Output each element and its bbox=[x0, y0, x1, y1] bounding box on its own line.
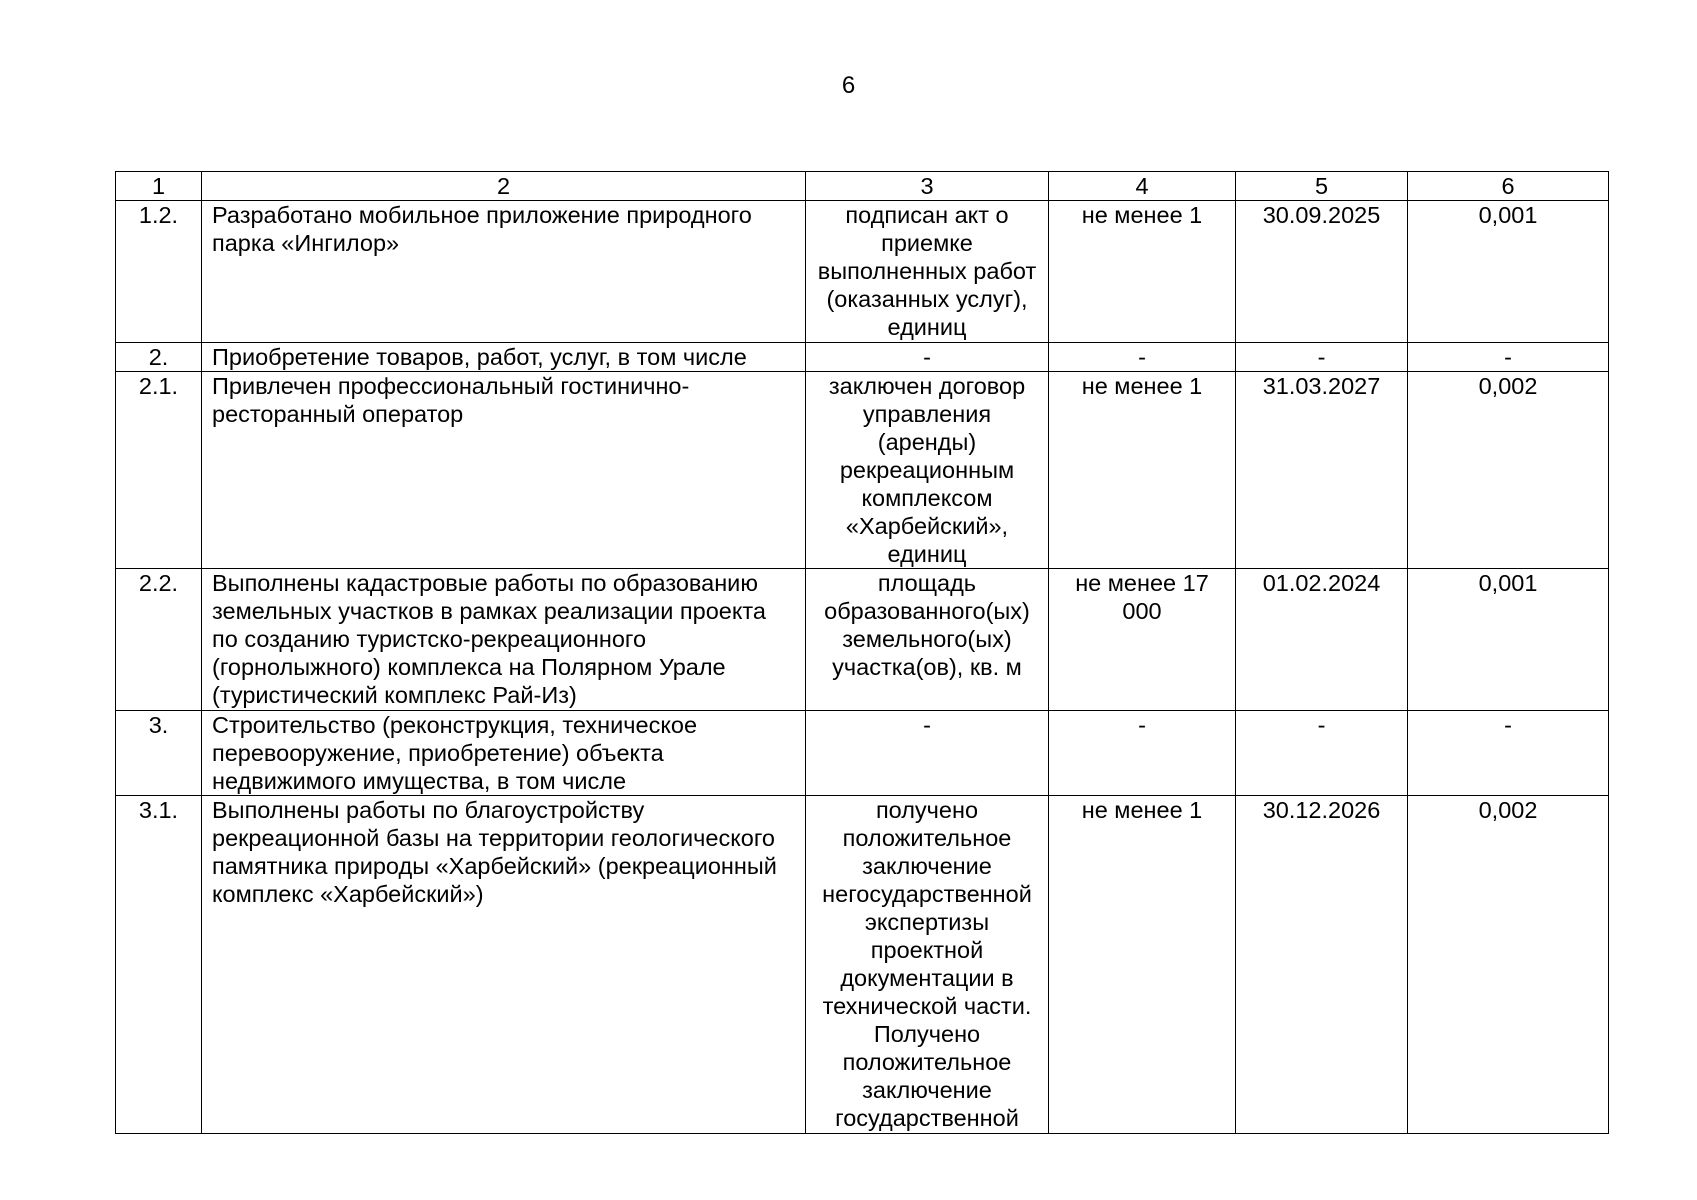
row-name: Выполнены кадастровые работы по образованию земельных участков в рамках реализации проекта по созданию туристско-рекреационного (горнолыжного) комплекса на Полярном Урале (туристический комплекс Рай-Из) bbox=[202, 569, 806, 711]
row-indicator: заключен договор управления (аренды) рекреационным комплексом «Харбейский», единиц bbox=[806, 372, 1049, 569]
row-date: 31.03.2027 bbox=[1236, 372, 1408, 569]
row-value: не менее 17 000 bbox=[1049, 569, 1236, 711]
row-indicator: подписан акт о приемке выполненных работ (оказанных услуг), единиц bbox=[806, 201, 1049, 343]
header-cell: 6 bbox=[1408, 172, 1609, 201]
row-value: не менее 1 bbox=[1049, 796, 1236, 1134]
row-number: 2. bbox=[116, 343, 202, 372]
row-coefficient: 0,001 bbox=[1408, 569, 1609, 711]
table-row bbox=[116, 711, 1609, 796]
row-date: - bbox=[1236, 711, 1408, 796]
table-row bbox=[116, 201, 1609, 343]
row-number: 3.1. bbox=[116, 796, 202, 1134]
row-coefficient: 0,002 bbox=[1408, 372, 1609, 569]
indicators-table bbox=[115, 171, 1609, 1134]
row-number: 1.2. bbox=[116, 201, 202, 343]
header-cell: 3 bbox=[806, 172, 1049, 201]
row-value: не менее 1 bbox=[1049, 372, 1236, 569]
row-value: не менее 1 bbox=[1049, 201, 1236, 343]
table-row bbox=[116, 372, 1609, 569]
table-row bbox=[116, 569, 1609, 711]
row-name: Разработано мобильное приложение природного парка «Ингилор» bbox=[202, 201, 806, 343]
row-value: - bbox=[1049, 711, 1236, 796]
row-name: Приобретение товаров, работ, услуг, в том числе bbox=[202, 343, 806, 372]
row-coefficient: - bbox=[1408, 343, 1609, 372]
row-number: 2.1. bbox=[116, 372, 202, 569]
header-cell: 5 bbox=[1236, 172, 1408, 201]
row-number: 2.2. bbox=[116, 569, 202, 711]
page-number: 6 bbox=[841, 72, 856, 99]
table-row bbox=[116, 796, 1609, 1134]
row-coefficient: 0,001 bbox=[1408, 201, 1609, 343]
row-indicator: - bbox=[806, 711, 1049, 796]
row-number: 3. bbox=[116, 711, 202, 796]
row-coefficient: - bbox=[1408, 711, 1609, 796]
row-indicator: площадь образованного(ых) земельного(ых) участка(ов), кв. м bbox=[806, 569, 1049, 711]
row-coefficient: 0,002 bbox=[1408, 796, 1609, 1134]
header-cell: 4 bbox=[1049, 172, 1236, 201]
row-value: - bbox=[1049, 343, 1236, 372]
table-row bbox=[116, 343, 1609, 372]
row-name: Выполнены работы по благоустройству рекреационной базы на территории геологического памятника природы «Харбейский» (рекреационный комплекс «Харбейский») bbox=[202, 796, 806, 1134]
row-date: 30.12.2026 bbox=[1236, 796, 1408, 1134]
header-cell: 2 bbox=[202, 172, 806, 201]
row-date: - bbox=[1236, 343, 1408, 372]
row-date: 01.02.2024 bbox=[1236, 569, 1408, 711]
row-indicator: получено положительное заключение негосударственной экспертизы проектной документации в технической части. Получено положительное заключение государственной bbox=[806, 796, 1049, 1134]
header-cell: 1 bbox=[116, 172, 202, 201]
table-header-row bbox=[116, 172, 1609, 201]
row-indicator: - bbox=[806, 343, 1049, 372]
row-date: 30.09.2025 bbox=[1236, 201, 1408, 343]
row-name: Строительство (реконструкция, техническое перевооружение, приобретение) объекта недвижимого имущества, в том числе bbox=[202, 711, 806, 796]
row-name: Привлечен профессиональный гостинично-ресторанный оператор bbox=[202, 372, 806, 569]
